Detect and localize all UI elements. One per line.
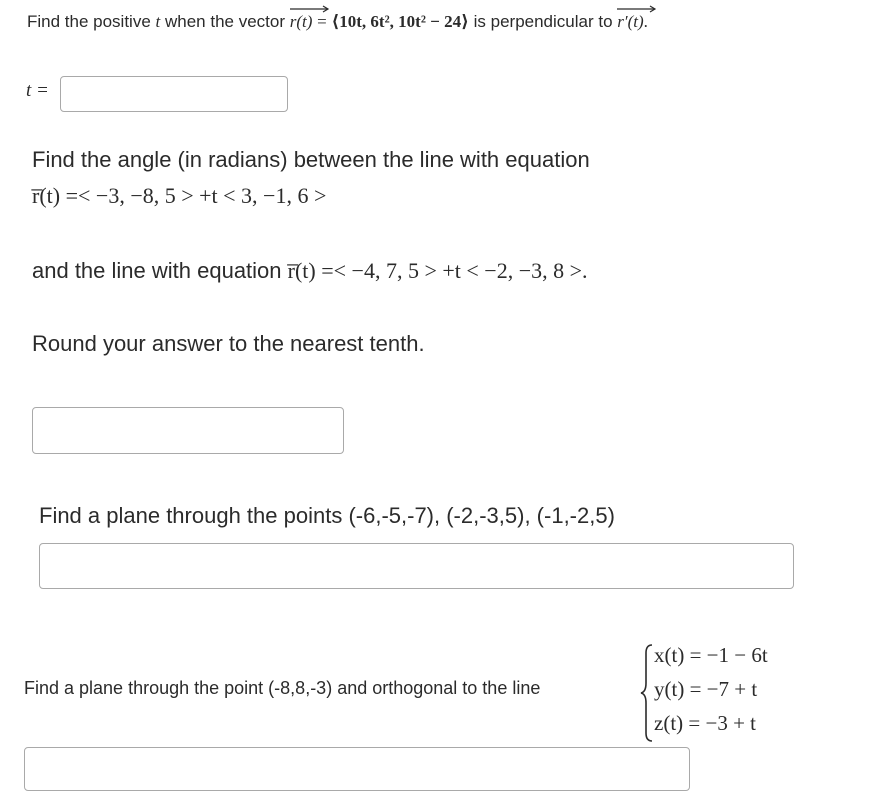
left-brace-icon: [640, 643, 654, 743]
q1-mid: when the vector: [165, 12, 286, 31]
question-3-text: Find a plane through the points (-6,-5,-7), (-2,-3,5), (-1,-2,5): [39, 503, 615, 528]
q1-equals: =: [317, 12, 327, 31]
q1-vector-r-prime-label: r′(t): [617, 12, 644, 31]
question-4-text: Find a plane through the point (-8,8,-3) and orthogonal to the line: [24, 678, 541, 698]
q1-vector-r: [290, 12, 313, 32]
q1-vector-r-prime: [617, 12, 643, 32]
system-row-z: z(t) = −3 + t: [654, 711, 757, 735]
vector-arrow-icon: [290, 5, 330, 13]
q1-vector-r-label: r(t): [289, 12, 313, 31]
question-1-text: [27, 12, 648, 32]
vector-arrow-icon: [617, 5, 657, 13]
t-answer-input[interactable]: [60, 76, 288, 112]
q2-line2-prefix: and the line with equation: [32, 258, 282, 283]
q1-period: .: [643, 12, 648, 31]
q1-prefix: Find the positive: [27, 12, 151, 31]
q1-tuple: ⟨10t, 6t², 10t² − 24⟩: [331, 12, 469, 31]
parametric-line-system: [640, 643, 840, 743]
question-2-line-1: Find the angle (in radians) between the line with equation: [32, 147, 590, 172]
t-input-label: t =: [26, 80, 49, 101]
question-2-rounding-note: Round your answer to the nearest tenth.: [32, 331, 425, 356]
q1-suffix: is perpendicular to: [473, 12, 613, 31]
system-row-y: y(t) = −7 + t: [654, 677, 758, 701]
plane-orthogonal-answer-input[interactable]: [24, 747, 690, 791]
question-2-line-2: [32, 258, 588, 284]
angle-answer-input[interactable]: [32, 407, 344, 454]
q1-t-var: t: [155, 12, 161, 31]
question-2-equation-2: r̅(t) =< −4, 7, 5 > +t < −2, −3, 8 >.: [287, 258, 588, 283]
system-row-x: x(t) = −1 − 6t: [654, 643, 768, 667]
plane-points-answer-input[interactable]: [39, 543, 794, 589]
question-2-equation-1: r̅(t) =< −3, −8, 5 > +t < 3, −1, 6 >: [32, 183, 327, 208]
